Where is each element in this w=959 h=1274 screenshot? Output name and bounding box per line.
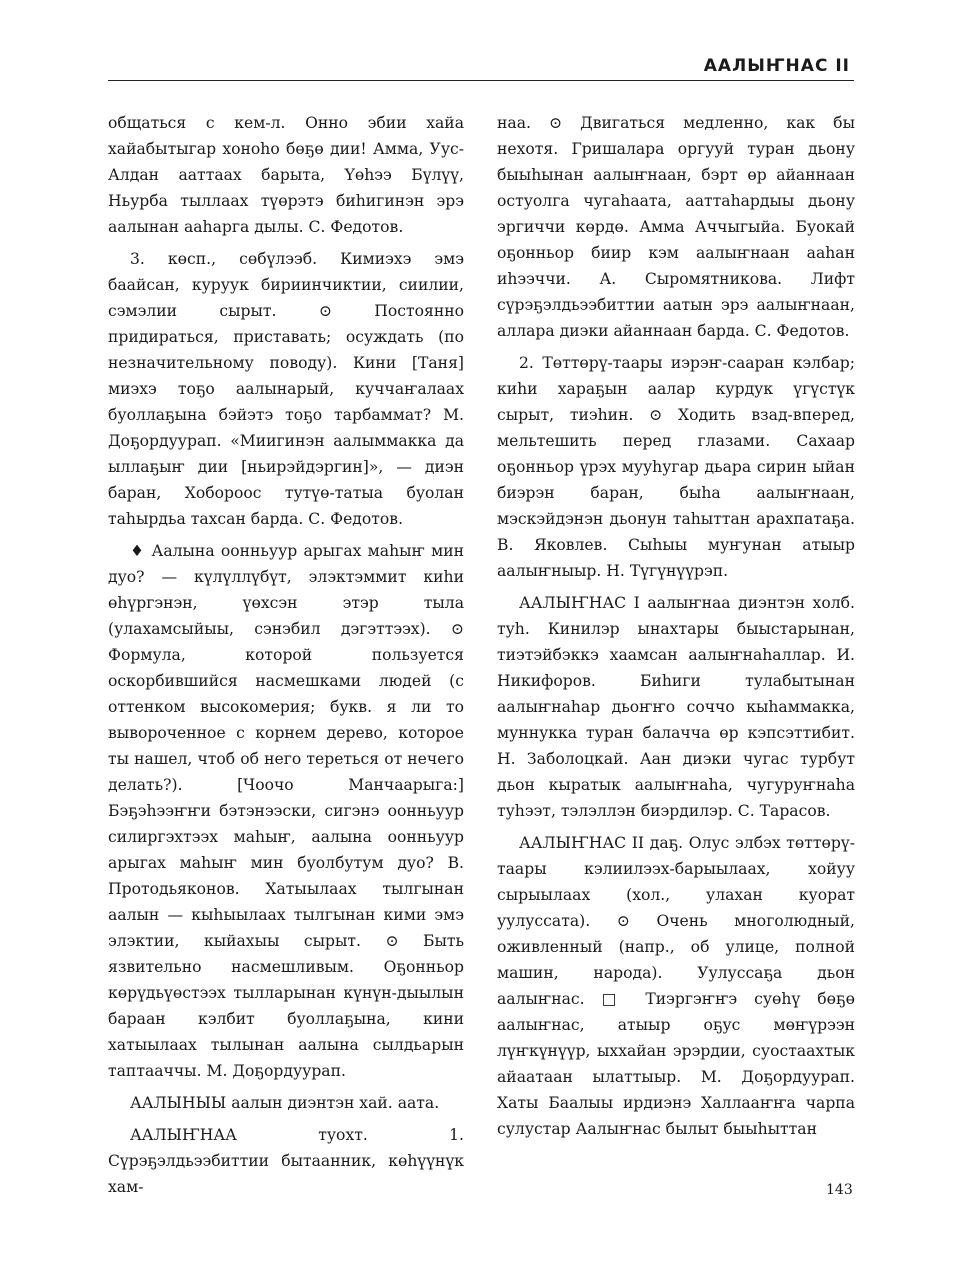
entry-aalyngnaa: ААЛЫҤНАА туохт. 1. Сүрэҕэлдьээбиттии бытаанник, көһүүнүк хам- [108,1126,464,1196]
entry-aalyngnas-1: ААЛЫҤНАС I аалыҥнаа диэнтэн холб. туһ. Кинилэр ынахтары быыстарынан, тиэтэйбэккэ хаамсан аалыҥнаһаллар. И. Никифоров. Биһиги тулабытынан аалыҥнаһар дьоҥҥо соччо кыһаммакка, муннукка туран балачча өр кэпсэттибит. Н. Заболоцкай. Аан диэки чугас турбут дьон кыратык аалыҥнаһа, чугуруҥнаһа туһээт, тэлэллэн биэрдилэр. С. Тарасов. [497,594,855,820]
right-paragraph-1: наа. ⊙ Двигаться медленно, как бы нехотя. Гришалара оргууй туран дьону быыһынан аалыҥнаан, бэрт өр айаннаан остуолга чугаһаата, ааттаһардыы дьону эргиччи көрдө. Амма Аччыгыйа. Буокай оҕонньор биир кэм аалыҥнаан ааһан иһээччи. А. Сыромятникова. Лифт сүрэҕэлдьээбиттии аатын эрэ аалыҥнаан, аллара диэки айаннаан барда. С. Федотов. [497,114,855,340]
header-title: ААЛЫҤНАС II [703,56,850,76]
left-paragraph-3: ♦ Аалына оонньуур арыгах маһыҥ мин дуо? — күлүллүбүт, элэктэммит киһи өһүргэнэн, үөхсэн этэр тыла (улахамсыйыы, сэнэбил дэгэттээх). ⊙ Формула, которой пользуется оскорбившийся насмешками людей (с оттенком высокомерия; букв. я ли то вывороченное с корнем дерево, которое ты нашел, чтоб об него тереться от нечего делать?). [Чоочо Манчаарыга:] Бэҕэһээҥҥи бэтэнээски, сигэнэ оонньуур силиргэхтээх маһыҥ, аалына оонньуур арыгах маһыҥ мин буолбутум дуо? В. Протодьяконов. Хатыылаах тылгынан аалын — кыһыылаах тылгынан кими эмэ элэктии, кыйахыы сырыт. ⊙ Быть язвительно насмешливым. Оҕонньор көрүдьүөстээх тылларынан күнүн-дыылын бараан кэлбит буоллаҕына, кини хатыылаах тылынан аалына сылдьарын таптааччы. М. Доҕордуурап. [108,542,464,1080]
entry-aalynyy: ААЛЫНЫЫ аалын диэнтэн хай. аата. [130,1094,440,1112]
right-paragraph-2: 2. Төттөрү-таары иэрэҥ-сааран кэлбар; киһи харaҕын аалар курдук үгүстүк сырыт, тиэһин. ⊙ Ходить взад-вперед, мельтешить перед глазами. Сахаар оҕонньор үрэх мууһугар дьара сирин ыйан биэрэн баран, быһа аалыҥнаан, мэскэйдэнэн дьонун таһыттан арахпатаҕа. В. Яковлев. Сыһыы муҥунан атыыр аалыҥныыр. Н. Түгүнүүрэп. [497,354,855,580]
left-column [108,110,464,1206]
entry-aalyngnas-2: ААЛЫҤНАС II даҕ. Олус элбэх төттөрү-таары кэлиилээх-барыылаах, хойуу сырыылаах (хол., улахан куорат уулуссата). ⊙ Очень многолюдный, оживленный (напр., об улице, полной машин, народа). Уулуссаҕа дьон аалыҥнас. □ Тиэргэҥҥэ суөһү бөҕө аалыҥнас, атыыр оҕус мөҥүрээн лүҥкүнүүр, ыххайан эрэрдии, суостаахтык айаатаан ылаттыыр. М. Доҕордуурап. Хаты Баалыы ирдиэнэ Халлааҥҥа чарпа сулустар Аалыҥнас былыт быыһыттан [497,834,855,1138]
running-header [108,54,854,81]
page-number: 143 [826,1182,853,1198]
left-paragraph-1: общаться с кем-л. Онно эбии хайа хайабытыгар хоноһо бөҕө дии! Амма, Уус-Алдан ааттаах барыта, Үөһээ Бүлүү, Ньурба тыллаах түөрэтэ биһигинэн эрэ аалынан ааһарга дылы. С. Федотов. [108,114,464,236]
right-column [497,110,855,1148]
left-paragraph-2: 3. көсп., сөбүлээб. Кимиэхэ эмэ баайсан, куруук бириинчиктии, сиилии, сэмэлии сырыт. ⊙ Постоянно придираться, приставать; осуждать (по незначительному поводу). Кини [Таня] миэхэ тоҕо аалынарый, куччаҥалаах буоллаҕына бэйэтэ тоҕо тарбаммат? М. Доҕордуурап. «Миигинэн аалыммакка да ыллаҕыҥ дии [ньирэйдэргин]», — диэн баран, Хобороос тутүө-татыа буолан таһырдьа тахсан барда. С. Федотов. [108,250,464,528]
